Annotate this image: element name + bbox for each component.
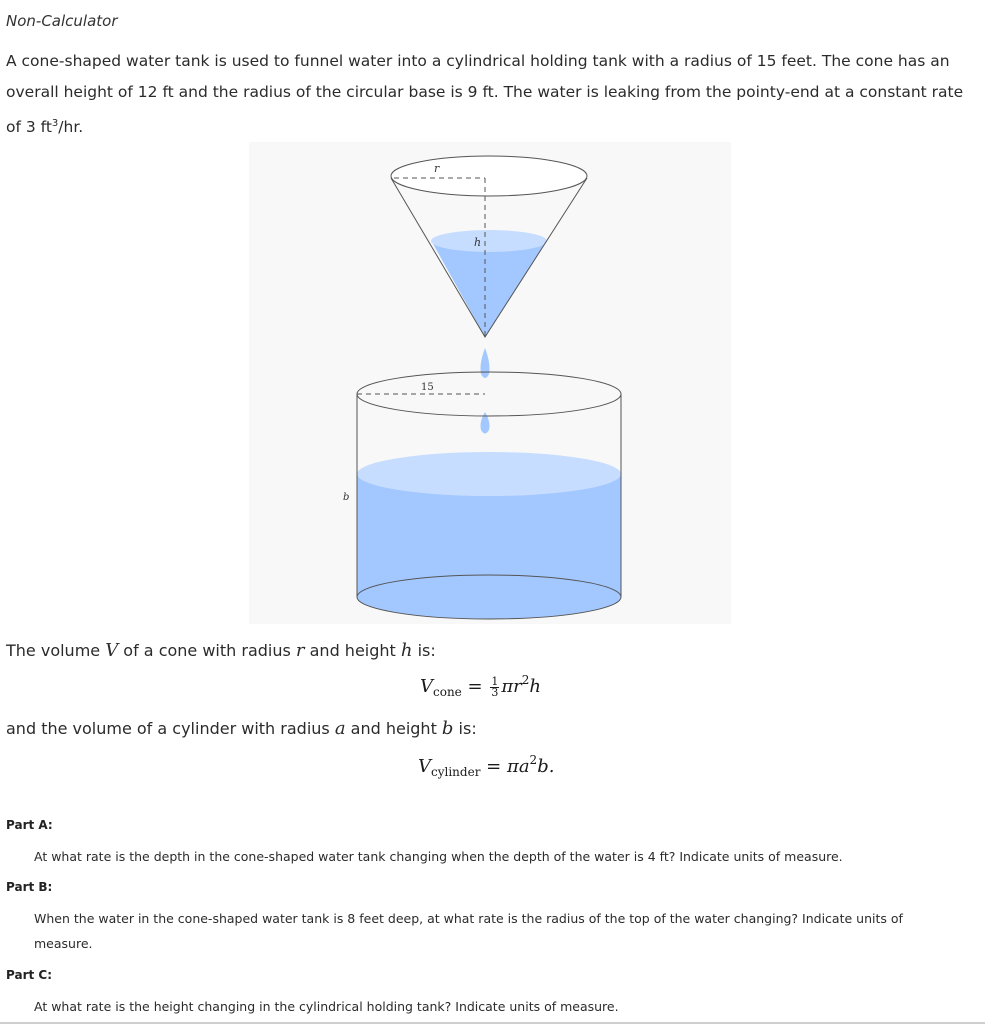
- cyl-eq-a: a: [518, 756, 530, 777]
- intro-text: A cone-shaped water tank is used to funnel water into a cylindrical holding tank with a radius of 15 feet. The cone has an overall height of 12 ft and the radius of the circular base is 9 ft. The water is leaking from the pointy-end at a constant rate of 3 ft: [6, 52, 964, 137]
- cyl-eq-lhs: V: [418, 756, 431, 777]
- intro-end: /hr.: [58, 118, 84, 137]
- part-c-question: At what rate is the height changing in the cylindrical holding tank? Indicate units of measure.: [34, 999, 619, 1014]
- cyl-eq-b: b.: [537, 756, 555, 777]
- cone-rim: [391, 156, 587, 196]
- cone-volume-intro: [6, 640, 436, 661]
- intro-exponent: 3: [51, 118, 59, 129]
- label-15: 15: [421, 382, 434, 393]
- cone-intro-t2: of a cone with radius: [118, 641, 296, 660]
- part-c-label: Part C:: [6, 968, 53, 982]
- cone-eq-equals: =: [461, 676, 489, 697]
- label-h: h: [474, 236, 482, 249]
- water-drop-2: [481, 412, 490, 434]
- cyl-intro-t3: is:: [453, 719, 477, 738]
- cone-eq-exp: 2: [521, 673, 530, 687]
- tank-diagram: [249, 142, 731, 624]
- frac-den: 3: [491, 685, 499, 699]
- water-drop-1: [481, 348, 490, 378]
- cone-intro-t3: and height: [304, 641, 401, 660]
- one-third-fraction: [490, 674, 499, 699]
- cone-intro-t4: is:: [412, 641, 436, 660]
- cylinder-volume-intro: [6, 718, 477, 739]
- cyl-eq-pi: π: [506, 756, 519, 777]
- part-b-question: When the water in the cone-shaped water tank is 8 feet deep, at what rate is the radius of the top of the water changing? Indicate units of measure.: [34, 911, 903, 951]
- var-r: r: [295, 640, 305, 661]
- tank-figure: [249, 142, 731, 624]
- label-r: r: [434, 162, 440, 175]
- cylinder-volume-formula: [418, 753, 555, 779]
- cyl-eq-equals: =: [480, 756, 507, 777]
- page-header: Non-Calculator: [6, 12, 118, 30]
- cone-volume-formula: [420, 673, 541, 699]
- var-a: a: [334, 718, 346, 739]
- part-b-label: Part B:: [6, 880, 53, 894]
- problem-intro: [6, 46, 971, 143]
- cone-eq-r: r: [513, 676, 522, 697]
- var-v: V: [105, 640, 119, 661]
- cone-eq-sub: cone: [433, 685, 462, 699]
- cyl-intro-t2: and height: [345, 719, 442, 738]
- var-b: b: [441, 718, 454, 739]
- cylinder-water-surface: [357, 452, 621, 496]
- frac-num: 1: [491, 674, 499, 688]
- var-h: h: [400, 640, 413, 661]
- cone-eq-pi: π: [501, 676, 514, 697]
- cone-eq-h: h: [529, 676, 541, 697]
- cone-water-surface: [431, 230, 547, 252]
- cyl-eq-sub: cylinder: [431, 765, 481, 779]
- cyl-intro-t1: and the volume of a cylinder with radius: [6, 719, 335, 738]
- label-b: b: [343, 492, 350, 503]
- part-a-label: Part A:: [6, 818, 53, 832]
- cone-intro-t1: The volume: [6, 641, 106, 660]
- part-a-question: At what rate is the depth in the cone-shaped water tank changing when the depth of the water is 4 ft? Indicate units of measure.: [34, 849, 843, 864]
- cone-eq-lhs: V: [420, 676, 433, 697]
- cyl-eq-exp: 2: [529, 753, 538, 767]
